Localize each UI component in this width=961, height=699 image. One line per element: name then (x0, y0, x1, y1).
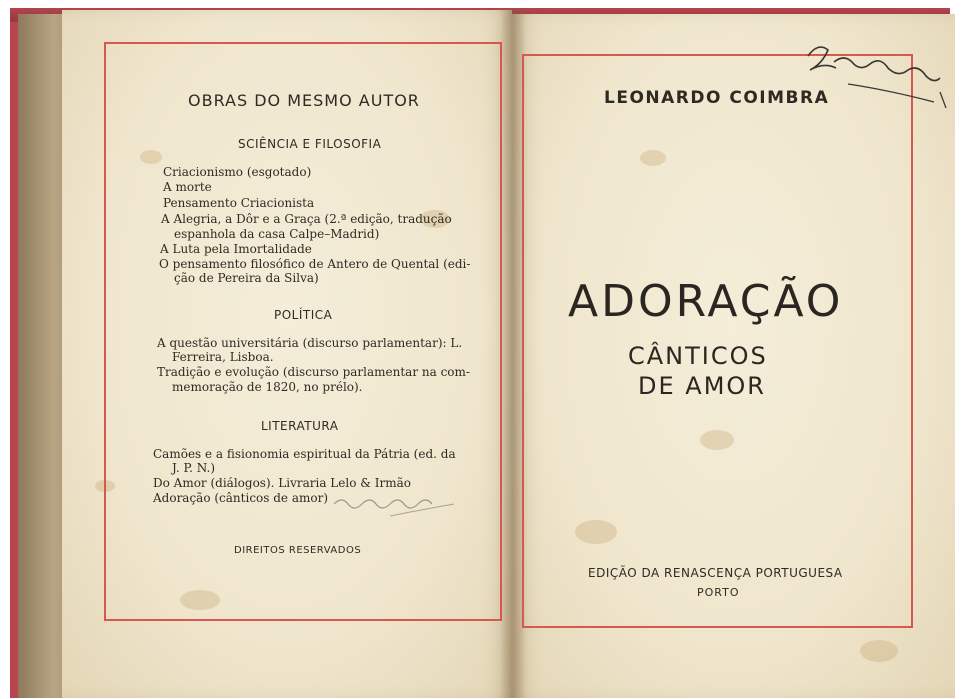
list-item: A questão universitária (discurso parlamentar): L. (157, 336, 463, 350)
list-item: O pensamento filosófico de Antero de Quental (edi- (159, 257, 471, 271)
publisher-city: PORTO (697, 586, 740, 599)
right-page-frame (522, 54, 913, 628)
subtitle-line-1: CÂNTICOS (628, 342, 768, 370)
book-title: ADORAÇÃO (568, 276, 844, 327)
list-item: ção de Pereira da Silva) (174, 271, 319, 285)
list-item: A Luta pela Imortalidade (160, 242, 312, 256)
list-item: Do Amor (diálogos). Livraria Lelo & Irmão (153, 476, 411, 490)
section-title-science: SCIÊNCIA E FILOSOFIA (238, 137, 382, 151)
section-title-politics: POLÍTICA (274, 308, 333, 322)
list-item: memoração de 1820, no prélo). (172, 380, 363, 394)
pencil-scribble-mark (330, 490, 460, 530)
publisher-line: EDIÇÃO DA RENASCENÇA PORTUGUESA (588, 566, 843, 580)
list-item: Pensamento Criacionista (163, 196, 315, 210)
subtitle-line-2: DE AMOR (638, 372, 766, 400)
list-item: Tradição e evolução (discurso parlamentar na com- (157, 365, 470, 379)
rights-notice: DIREITOS RESERVADOS (234, 545, 362, 556)
list-item: Camões e a fisionomia espiritual da Pátria (ed. da (153, 447, 456, 461)
list-item: A Alegria, a Dôr e a Graça (2.ª edição, tradução (161, 212, 452, 226)
left-page-frame (104, 42, 502, 621)
author-name: LEONARDO COIMBRA (604, 88, 830, 108)
list-item: A morte (163, 180, 212, 194)
left-heading: OBRAS DO MESMO AUTOR (188, 91, 420, 110)
list-item: Adoração (cânticos de amor) (153, 491, 329, 505)
list-item: J. P. N.) (172, 461, 216, 475)
list-item: Criacionismo (esgotado) (163, 165, 312, 179)
list-item: Ferreira, Lisboa. (172, 350, 274, 364)
handwritten-signature (790, 26, 955, 116)
list-item: espanhola da casa Calpe–Madrid) (174, 227, 380, 241)
section-title-literature: LITERATURA (261, 419, 339, 433)
foxing-spot (860, 640, 898, 662)
